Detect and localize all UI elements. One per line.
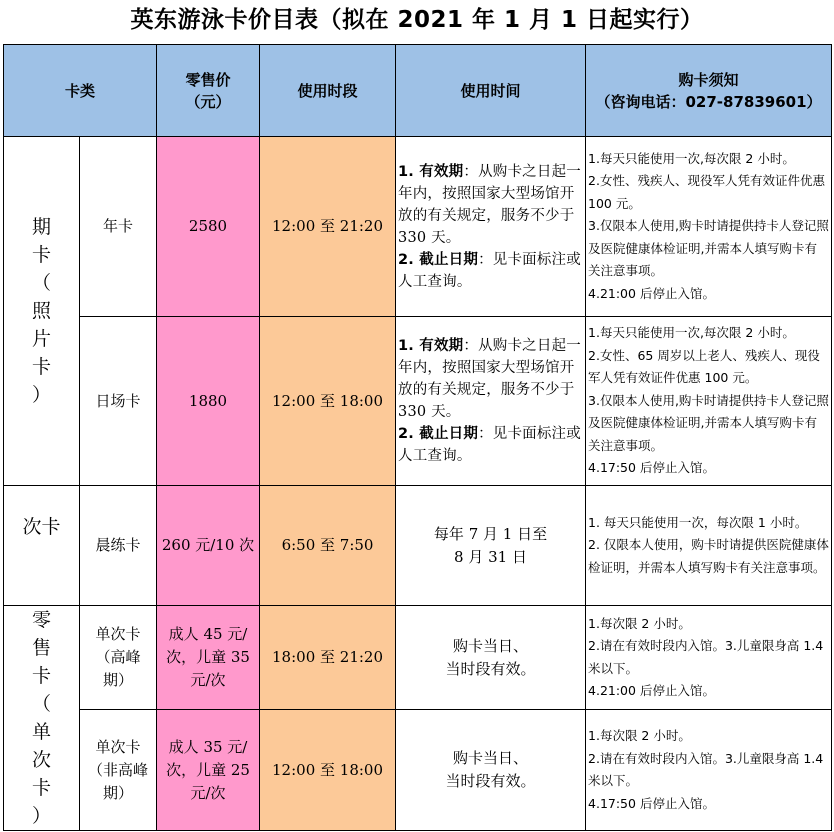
header-price xyxy=(157,45,260,137)
card-price: 2580 xyxy=(157,137,260,317)
table-row xyxy=(4,137,832,317)
header-price-line1: 零售价 xyxy=(185,70,231,89)
card-notes: 1.每次限 2 小时。 2.请在有效时段内入馆。3.儿童限身高 1.4 米以下。 4.17:50 后停止入馆。 xyxy=(586,710,832,831)
card-price: 1880 xyxy=(157,317,260,486)
header-notice xyxy=(586,45,832,137)
card-period: 18:00 至 21:20 xyxy=(260,606,396,710)
card-price: 成人 35 元/ 次，儿童 25 元/次 xyxy=(157,710,260,831)
category-times-card: 次卡 xyxy=(4,486,80,606)
card-period: 6:50 至 7:50 xyxy=(260,486,396,606)
price-table xyxy=(3,44,832,831)
card-name: 年卡 xyxy=(80,137,157,317)
card-usage: 每年 7 月 1 日至 8 月 31 日 xyxy=(396,486,586,606)
table-row xyxy=(4,486,832,606)
card-notes: 1.每次限 2 小时。 2.请在有效时段内入馆。3.儿童限身高 1.4 米以下。 4.21:00 后停止入馆。 xyxy=(586,606,832,710)
card-notes: 1.每天只能使用一次,每次限 2 小时。 2.女性、残疾人、现役军人凭有效证件优惠 100 元。 3.仅限本人使用,购卡时请提供持卡人登记照及医院健康体检证明,并需本人填写购卡有关注意事项。 4.21:00 后停止入馆。 xyxy=(586,137,832,317)
card-notes: 1.每天只能使用一次,每次限 2 小时。 2.女性、65 周岁以上老人、残疾人、现役军人凭有效证件优惠 100 元。 3.仅限本人使用,购卡时请提供持卡人登记照及医院健康体检证明,并需本人填写购卡有关注意事项。 4.17:50 后停止入馆。 xyxy=(586,317,832,486)
header-notice-line2: （咨询电话：027-87839601） xyxy=(595,92,822,111)
category-retail-card: 零 售 卡 （ 单 次 卡 ） xyxy=(4,606,80,831)
card-usage: 1. 有效期：从购卡之日起一年内，按照国家大型场馆开放的有关规定，服务不少于 330 天。 2. 截止日期：见卡面标注或人工查询。 xyxy=(396,137,586,317)
card-name: 日场卡 xyxy=(80,317,157,486)
table-row xyxy=(4,606,832,710)
card-name: 单次卡 （高峰 期） xyxy=(80,606,157,710)
card-period: 12:00 至 21:20 xyxy=(260,137,396,317)
card-usage: 1. 有效期：从购卡之日起一年内，按照国家大型场馆开放的有关规定，服务不少于 330 天。 2. 截止日期：见卡面标注或人工查询。 xyxy=(396,317,586,486)
header-notice-line1: 购卡须知 xyxy=(678,70,739,89)
table-row xyxy=(4,710,832,831)
card-notes: 1. 每天只能使用一次，每次限 1 小时。 2. 仅限本人使用，购卡时请提供医院健康体检证明，并需本人填写购卡有关注意事项。 xyxy=(586,486,832,606)
header-card-type: 卡类 xyxy=(4,45,157,137)
category-period-card: 期 卡 （ 照 片 卡 ） xyxy=(4,137,80,486)
card-period: 12:00 至 18:00 xyxy=(260,710,396,831)
document-title: 英东游泳卡价目表（拟在 2021 年 1 月 1 日起实行） xyxy=(130,7,704,33)
header-row xyxy=(4,45,832,137)
table-row xyxy=(4,317,832,486)
card-period: 12:00 至 18:00 xyxy=(260,317,396,486)
card-usage: 购卡当日、 当时段有效。 xyxy=(396,606,586,710)
card-usage: 购卡当日、 当时段有效。 xyxy=(396,710,586,831)
card-price: 260 元/10 次 xyxy=(157,486,260,606)
card-name: 晨练卡 xyxy=(80,486,157,606)
card-name: 单次卡 （非高峰 期） xyxy=(80,710,157,831)
header-period: 使用时段 xyxy=(260,45,396,137)
card-price: 成人 45 元/ 次，儿童 35 元/次 xyxy=(157,606,260,710)
header-price-line2: （元） xyxy=(185,92,231,111)
header-usage-time: 使用时间 xyxy=(396,45,586,137)
